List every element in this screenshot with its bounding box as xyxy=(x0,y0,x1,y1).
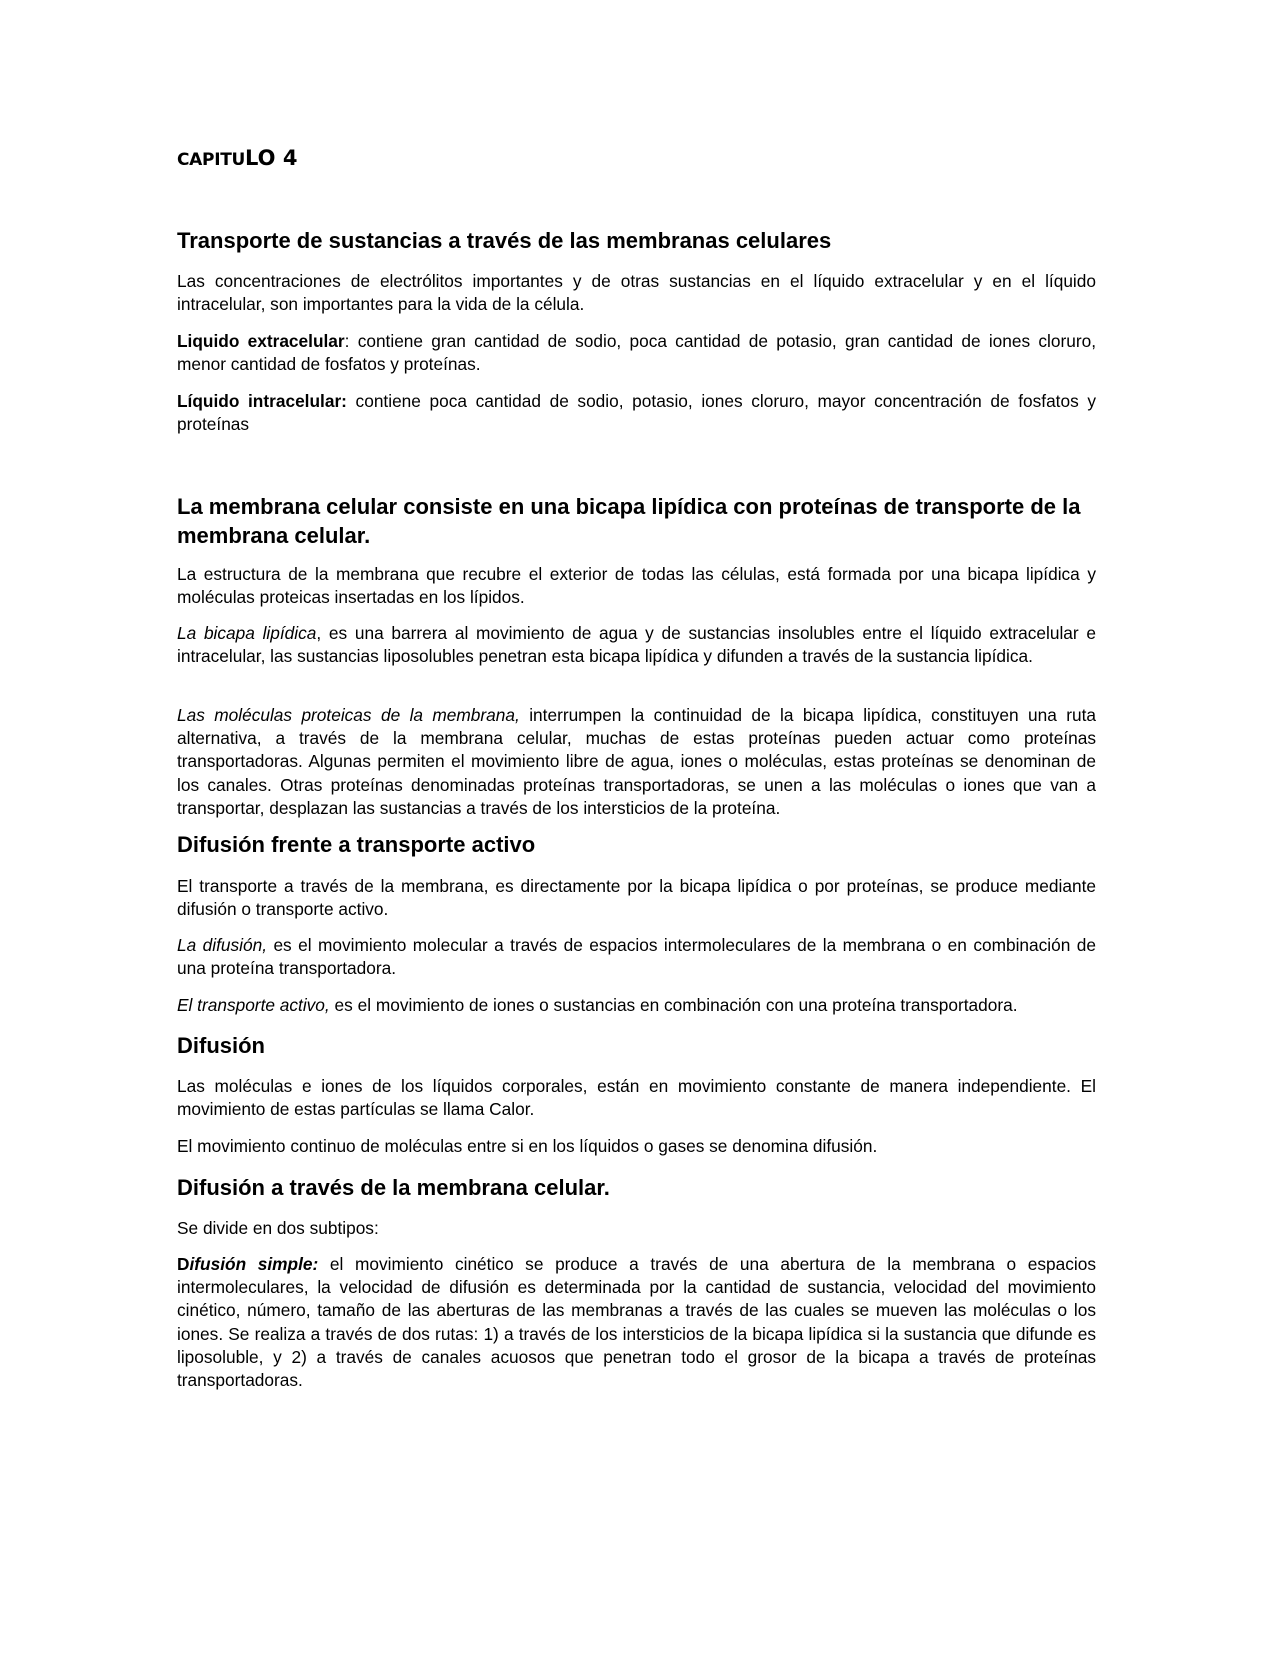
term-moleculas-proteicas: Las moléculas proteicas de la membrana, xyxy=(177,705,520,725)
chapter-heading-part1: CAPITU xyxy=(177,150,246,170)
paragraph-movimiento-continuo: El movimiento continuo de moléculas entre si en los líquidos o gases se denomina difusión. xyxy=(177,1136,878,1156)
section-title-difusion-membrana: Difusión a través de la membrana celular. xyxy=(177,1175,610,1200)
term-liquido-intracelular: Líquido intracelular: xyxy=(177,391,347,411)
paragraph-moleculas-proteicas xyxy=(177,704,1096,820)
paragraph-estructura-membrana: La estructura de la membrana que recubre el exterior de todas las células, está formada por una bicapa lipídica y moléculas proteicas insertadas en los lípidos. xyxy=(177,564,1096,608)
paragraph-difusion-simple xyxy=(177,1253,1096,1392)
paragraph-concentraciones: Las concentraciones de electrólitos importantes y de otras sustancias en el líquido extracelular y en el líquido intracelular, son importantes para la vida de la célula. xyxy=(177,271,1096,315)
term-difusion-simple: ifusión simple: xyxy=(189,1254,319,1274)
chapter-heading xyxy=(177,146,297,170)
term-difusion-simple-initial: D xyxy=(177,1254,190,1274)
chapter-heading-part2: LO 4 xyxy=(245,146,298,170)
text-liquido-intracelular: contiene poca cantidad de sodio, potasio, iones cloruro, mayor concentración de fosfatos y proteínas xyxy=(177,391,1096,435)
paragraph-moleculas-iones: Las moléculas e iones de los líquidos corporales, están en movimiento constante de manera independiente. El movimiento de estas partículas se llama Calor. xyxy=(177,1076,1096,1120)
text-difusion-simple: el movimiento cinético se produce a través de una abertura de la membrana o espacios intermoleculares, la velocidad de difusión es determinada por la cantidad de sustancia, velocidad del movimiento cinético, número, tamaño de las aberturas de las membranas a través de las cuales se mueven las moléculas o los iones. Se realiza a través de dos rutas: 1) a través de los intersticios de la bicapa lipídica si la sustancia que difunde es liposoluble, y 2) a través de canales acuosos que penetran todo el grosor de la bicapa a través de proteínas transportadoras. xyxy=(177,1254,1096,1391)
text-transporte-activo: es el movimiento de iones o sustancias en combinación con una proteína transportadora. xyxy=(329,995,1018,1015)
term-transporte-activo: El transporte activo, xyxy=(177,995,330,1015)
text-bicapa-lipidica: , es una barrera al movimiento de agua y de sustancias insolubles entre el líquido extracelular e intracelular, las sustancias liposolubles penetran esta bicapa lipídica y difunden a través de la sustancia lipídica. xyxy=(177,623,1096,667)
paragraph-la-difusion xyxy=(177,934,1096,980)
paragraph-transporte-membrana: El transporte a través de la membrana, es directamente por la bicapa lipídica o por proteínas, se produce mediante difusión o transporte activo. xyxy=(177,876,1096,920)
text-liquido-extracelular: : contiene gran cantidad de sodio, poca cantidad de potasio, gran cantidad de iones cloruro, menor cantidad de fosfatos y proteínas. xyxy=(177,331,1096,375)
paragraph-bicapa-lipidica xyxy=(177,622,1096,668)
paragraph-transporte-activo xyxy=(177,994,1096,1017)
paragraph-liquido-intracelular xyxy=(177,390,1096,436)
text-moleculas-proteicas: interrumpen la continuidad de la bicapa lipídica, constituyen una ruta alternativa, a través de la membrana celular, muchas de estas proteínas pueden actuar como proteínas transportadoras. Algunas permiten el movimiento libre de agua, iones o moléculas, estas proteínas se denominan de los canales. Otras proteínas denominadas proteínas transportadoras, se unen a las moléculas o iones que van a transportar, desplazan las sustancias a través de los intersticios de la proteína. xyxy=(177,705,1096,818)
term-liquido-extracelular: Liquido extracelular xyxy=(177,331,345,351)
paragraph-liquido-extracelular xyxy=(177,330,1096,376)
section-title-transporte: Transporte de sustancias a través de las membranas celulares xyxy=(177,228,832,253)
term-la-difusion: La difusión, xyxy=(177,935,268,955)
text-la-difusion: es el movimiento molecular a través de espacios intermoleculares de la membrana o en combinación de una proteína transportadora. xyxy=(177,935,1096,979)
section-title-difusion-vs-transporte: Difusión frente a transporte activo xyxy=(177,832,536,857)
paragraph-subtipos: Se divide en dos subtipos: xyxy=(177,1218,379,1238)
term-bicapa-lipidica: La bicapa lipídica xyxy=(177,623,317,643)
section-title-membrana-celular: La membrana celular consiste en una bicapa lipídica con proteínas de transporte de la membrana celular. xyxy=(177,494,1081,548)
section-title-difusion: Difusión xyxy=(177,1033,265,1058)
